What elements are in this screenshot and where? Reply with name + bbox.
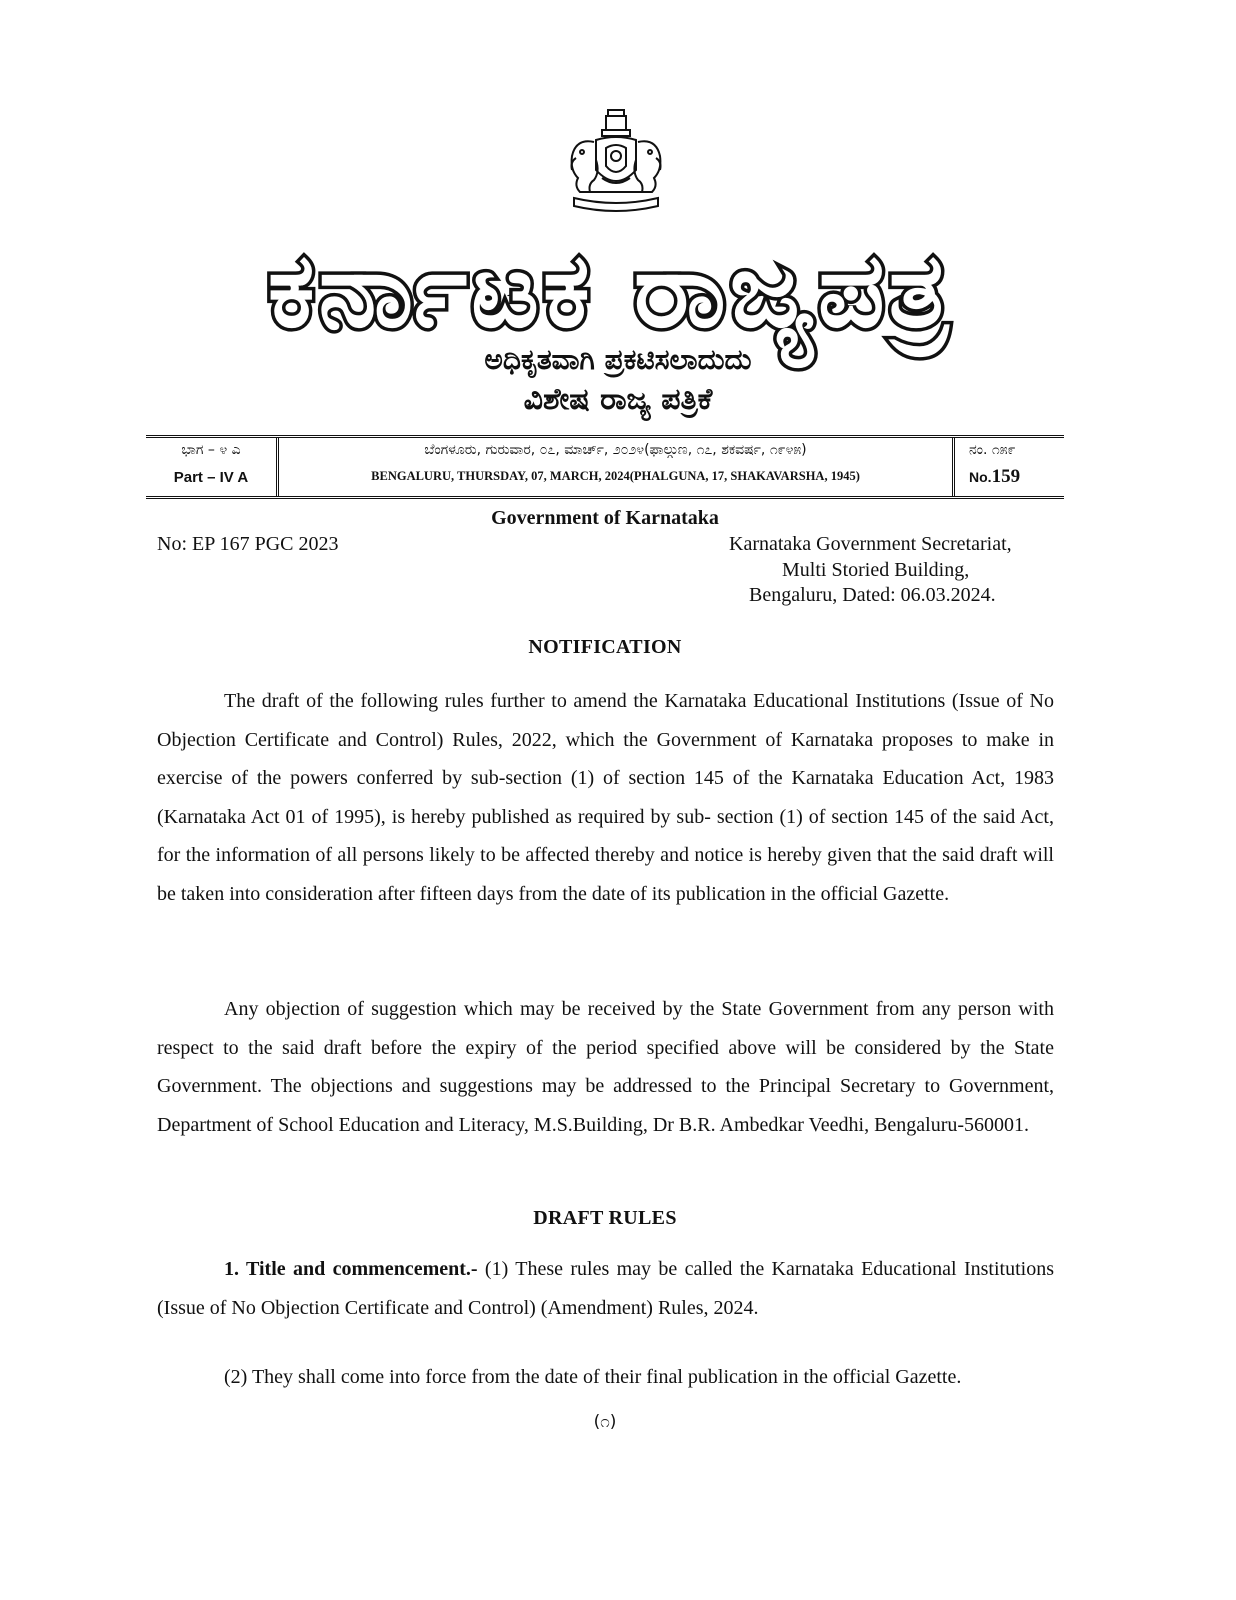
rule-1-paragraph: [157, 1250, 1054, 1327]
notification-paragraph-2: Any objection of suggestion which may be received by the State Government from any person with respect to the said draft before the expiry of the period specified above will be considered by the State Government. The objections and suggestions may be addressed to the Principal Secretary to Government, Department of School Education and Literacy, M.S.Building, Dr B.R. Ambedkar Veedhi, Bengaluru-560001.: [157, 998, 1054, 1136]
part-cell: [146, 438, 279, 496]
gazette-info-bar: [146, 435, 1064, 499]
address-line-2: Multi Storied Building,: [782, 559, 970, 581]
number-english: [955, 466, 1064, 488]
rule-1-subrule-2: (2) They shall come into force from the date of their final publication in the official Gazette.: [224, 1366, 962, 1388]
part-kannada: ಭಾಗ – ೪ ಎ: [181, 442, 241, 458]
masthead-subtitle-special: ವಿಶೇಷ ರಾಜ್ಯ ಪತ್ರಿಕೆ: [523, 382, 713, 417]
masthead-title: ಕರ್ನಾಟಕ ರಾಜ್ಯಪತ್ರ: [267, 229, 953, 351]
draft-rules-heading: DRAFT RULES: [533, 1207, 677, 1229]
notification-paragraph-1: The draft of the following rules further to amend the Karnataka Educational Institutions (Issue of No Objection Certificate and Control) Rules, 2022, which the Government of Karnataka proposes to make in exercise of the powers conferred by sub-section (1) of section 145 of the Karnataka Education Act, 1983 (Karnataka Act 01 of 1995), is hereby published as required by sub- section (1) of section 145 of the said Act, for the information of all persons likely to be affected thereby and notice is hereby given that the said draft will be taken into consideration after fifteen days from the date of its publication in the official Gazette.: [157, 690, 1054, 905]
address-line-1: Karnataka Government Secretariat,: [729, 533, 1012, 555]
reference-number: No: EP 167 PGC 2023: [157, 533, 339, 555]
masthead-subtitle-official: ಅಧಿಕೃತವಾಗಿ ಪ್ರಕಟಿಸಲಾದುದು: [484, 343, 752, 376]
part-english: Part – IV A: [173, 469, 249, 486]
number-kannada: ನಂ. ೧೫೯: [969, 442, 1016, 458]
page-number: (೧): [593, 1412, 617, 1432]
rule-1-title: 1. Title and commencement.-: [224, 1258, 478, 1280]
rule-1-text: (1) These rules may be called the Karnataka Educational Institutions (Issue of No Objection Certificate and Control) (Amendment) Rules, 2024.: [157, 1258, 1054, 1319]
number-prefix: No.: [969, 469, 992, 485]
notification-heading: NOTIFICATION: [528, 636, 682, 658]
address-line-3: Bengaluru, Dated: 06.03.2024.: [749, 584, 996, 606]
number-cell: [955, 438, 1064, 496]
number-value: 159: [991, 466, 1021, 487]
date-kannada: ಬೆಂಗಳೂರು, ಗುರುವಾರ, ೦೭, ಮಾರ್ಚ್, ೨೦೨೪(ಫಾಲ್ಗುಣ, ೧೭, ಶಕವರ್ಷ, ೧೯೪೫): [424, 442, 807, 458]
government-title: Government of Karnataka: [491, 507, 719, 529]
date-cell: [279, 438, 955, 496]
date-english: BENGALURU, THURSDAY, 07, MARCH, 2024(PHALGUNA, 17, SHAKAVARSHA, 1945): [371, 469, 860, 483]
state-emblem-icon: [562, 108, 670, 218]
